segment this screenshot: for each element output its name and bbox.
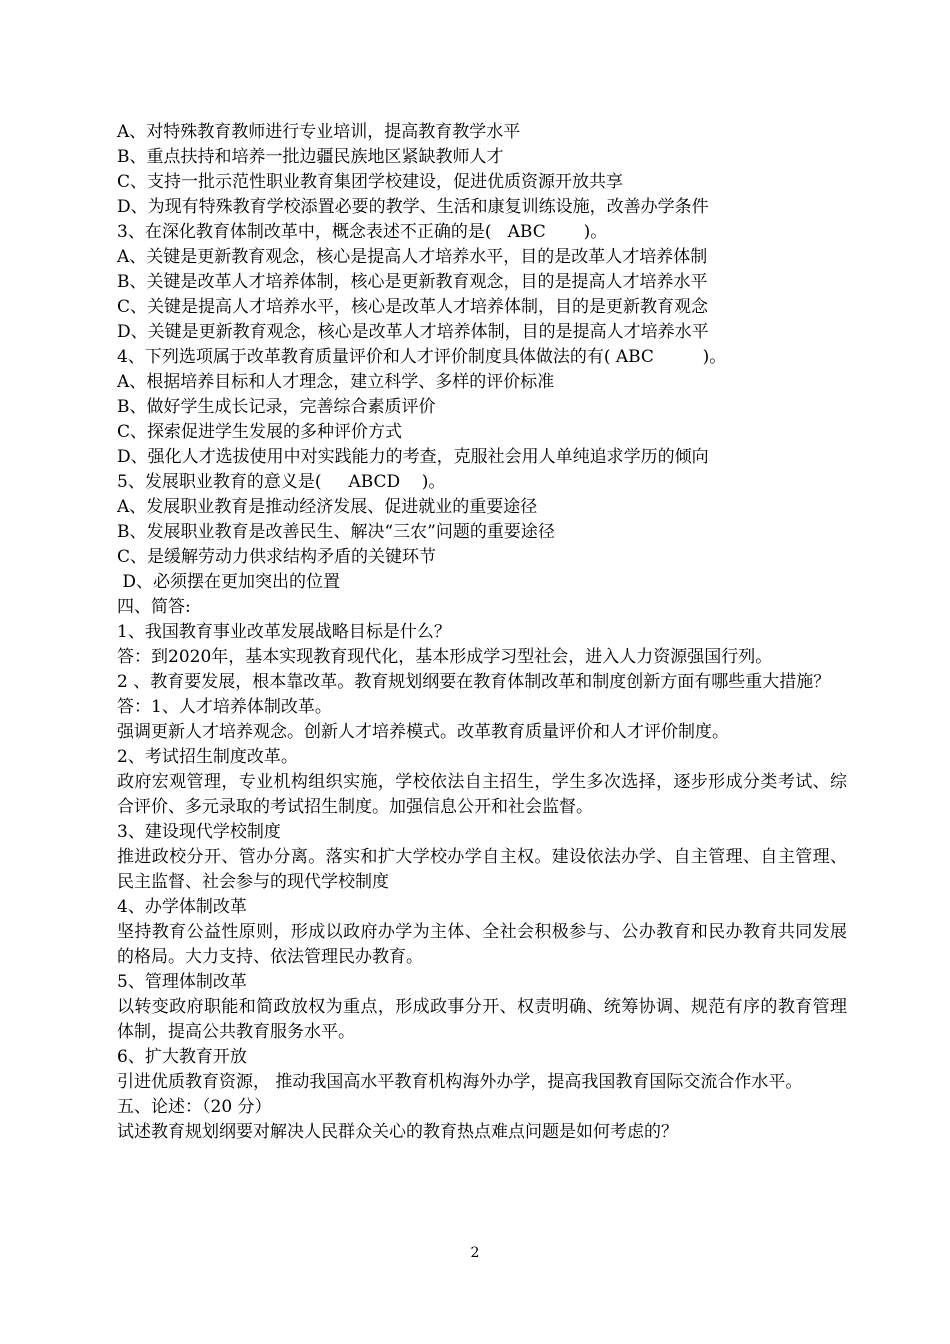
question-4-option-d: D、强化人才选拔使用中对实践能力的考查，克服社会用人单纯追求学历的倾向 (117, 447, 709, 467)
section-5-heading: 五、论述：（20 分） (117, 1097, 272, 1117)
answer-item-6-body: 引进优质教育资源， 推动我国高水平教育机构海外办学，提高我国教育国际交流合作水平。 (117, 1072, 803, 1092)
question-4-option-c: C、探索促进学生发展的多种评价方式 (117, 422, 403, 442)
short-answer-1-question: 1、我国教育事业改革发展战略目标是什么？ (117, 622, 451, 642)
answer-item-2-body: 政府宏观管理，专业机构组织实施，学校依法自主招生，学生多次选择，逐步形成分类考试、综合评价、多元录取的考试招生制度。加强信息公开和社会监督。 (117, 772, 847, 817)
answer-item-2-heading: 2、考试招生制度改革。 (117, 747, 298, 767)
answer-item-3-body: 推进政校分开、管办分离。落实和扩大学校办学自主权。建设依法办学、自主管理、自主管理、民主监督、社会参与的现代学校制度 (117, 847, 847, 892)
question-3-option-a: A、关键是更新教育观念，核心是提高人才培养水平，目的是改革人才培养体制 (117, 247, 708, 267)
short-answer-1-answer: 答：到2020年，基本实现教育现代化，基本形成学习型社会，进入人力资源强国行列。 (117, 647, 773, 667)
answer-item-3-heading: 3、建设现代学校制度 (117, 822, 281, 842)
question-5-option-d: D、必须摆在更加突出的位置 (117, 572, 341, 592)
question-5-option-a: A、发展职业教育是推动经济发展、促进就业的重要途径 (117, 497, 538, 517)
section-4-heading: 四、简答: (117, 597, 191, 617)
option-b-border-teachers: B、重点扶持和培养一批边疆民族地区紧缺教师人才 (117, 147, 504, 167)
question-3-option-d: D、关键是更新教育观念，核心是改革人才培养体制，目的是提高人才培养水平 (117, 322, 709, 342)
question-5-option-c: C、是缓解劳动力供求结构矛盾的关键环节 (117, 547, 437, 567)
question-4-option-b: B、做好学生成长记录，完善综合素质评价 (117, 397, 436, 417)
question-3-option-c: C、关键是提高人才培养水平，核心是改革人才培养体制，目的是更新教育观念 (117, 297, 709, 317)
question-3: 3、在深化教育体制改革中，概念表述不正确的是( ABC )。 (117, 222, 608, 242)
option-d-special-school-facilities: D、为现有特殊教育学校添置必要的教学、生活和康复训练设施，改善办学条件 (117, 197, 709, 217)
question-5-option-b: B、发展职业教育是改善民生、解决“三农”问题的重要途径 (117, 522, 555, 542)
short-answer-2-question: 2 、教育要发展，根本靠改革。教育规划纲要在教育体制改革和制度创新方面有哪些重大措施？ (117, 672, 831, 692)
answer-item-4-heading: 4、办学体制改革 (117, 897, 247, 917)
question-4: 4、下列选项属于改革教育质量评价和人才评价制度具体做法的有( ABC )。 (117, 347, 727, 367)
option-c-vocational-groups: C、支持一批示范性职业教育集团学校建设，促进优质资源开放共享 (117, 172, 624, 192)
page-number: 2 (470, 1245, 480, 1261)
answer-item-5-body: 以转变政府职能和简政放权为重点，形成政事分开、权责明确、统筹协调、规范有序的教育管理体制，提高公共教育服务水平。 (117, 997, 847, 1042)
question-4-option-a: A、根据培养目标和人才理念，建立科学、多样的评价标准 (117, 372, 555, 392)
answer-item-4-body: 坚持教育公益性原则，形成以政府办学为主体、全社会积极参与、公办教育和民办教育共同发展的格局。大力支持、依法管理民办教育。 (117, 922, 847, 967)
essay-question: 试述教育规划纲要对解决人民群众关心的教育热点难点问题是如何考虑的？ (117, 1122, 678, 1142)
answer-item-5-heading: 5、管理体制改革 (117, 972, 247, 992)
question-5: 5、发展职业教育的意义是( ABCD )。 (117, 472, 446, 492)
answer-item-6-heading: 6、扩大教育开放 (117, 1047, 247, 1067)
option-a-special-education-training: A、对特殊教育教师进行专业培训，提高教育教学水平 (117, 122, 521, 142)
document-body (117, 120, 847, 1145)
answer-item-1-heading: 答：1、人才培养体制改革。 (117, 697, 332, 717)
question-3-option-b: B、关键是改革人才培养体制，核心是更新教育观念，目的是提高人才培养水平 (117, 272, 708, 292)
answer-item-1-body: 强调更新人才培养观念。创新人才培养模式。改革教育质量评价和人才评价制度。 (117, 722, 729, 742)
